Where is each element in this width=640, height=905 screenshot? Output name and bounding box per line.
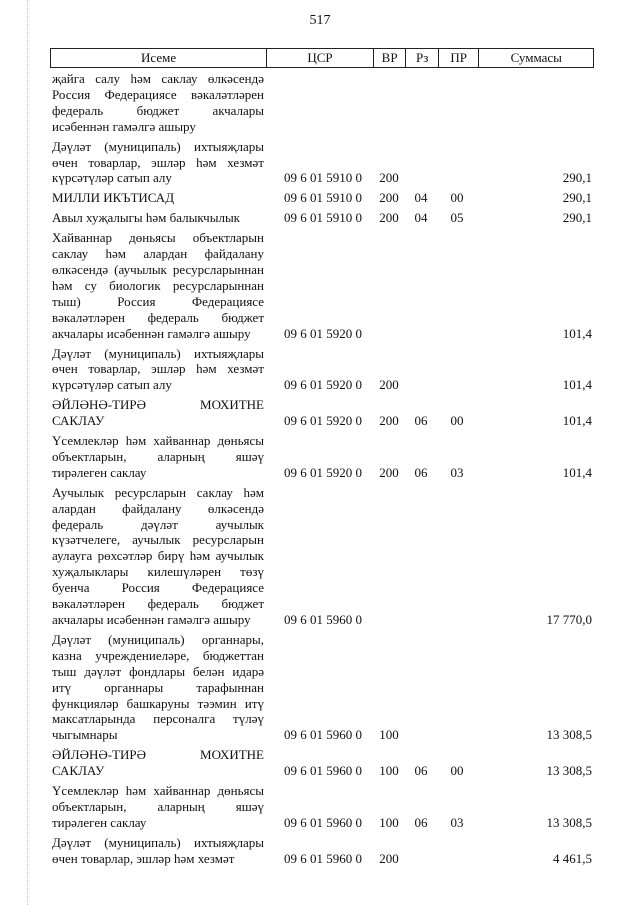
row-pr: 00 (450, 763, 464, 779)
table-row (50, 433, 594, 481)
row-csr: 09 6 01 5920 0 (284, 377, 362, 393)
row-sum: 101,4 (562, 325, 592, 341)
table-body (50, 71, 594, 867)
row-sum: 290,1 (562, 170, 592, 186)
row-csr: 09 6 01 5920 0 (284, 325, 362, 341)
table-row (50, 139, 594, 187)
row-name: ӘЙЛӘНӘ-ТИРӘ МОХИТНЕ САКЛАУ (52, 397, 264, 429)
row-name: Үсемлекләр һәм хайваннар дөньясы объектларын, аларның яшәү тирәлеген саклау (52, 433, 264, 480)
row-sum: 13 308,5 (546, 727, 592, 743)
row-sum: 101,4 (562, 377, 592, 393)
row-rz: 06 (414, 763, 428, 779)
row-csr: 09 6 01 5920 0 (284, 413, 362, 429)
row-rz: 06 (414, 464, 428, 480)
row-vr: 100 (379, 763, 399, 779)
row-sum: 17 770,0 (546, 612, 592, 627)
row-vr: 100 (379, 727, 399, 743)
row-vr: 200 (379, 850, 399, 866)
row-name: җайга салу һәм саклау өлкәсендә Россия Федерациясе вәкаләтләрен федераль бюджет акчалары исәбеннән гамәлгә ашыру (52, 71, 264, 134)
row-sum: 13 308,5 (546, 814, 592, 830)
row-csr: 09 6 01 5960 0 (284, 727, 362, 743)
row-csr: 09 6 01 5960 0 (284, 763, 362, 779)
row-pr: 00 (450, 413, 464, 429)
row-csr: 09 6 01 5910 0 (284, 170, 362, 186)
row-name: Дәүләт (муниципаль) органнары, казна учреждениеләре, бюджеттан тыш дәүләт фондлары белән идарә итү органнары тарафыннан функцияләр башкаруны тәэмин итү максатларында персоналга түләү чыгымнары (52, 631, 264, 743)
row-sum: 290,1 (562, 190, 592, 206)
row-name: Аучылык ресурсларын саклау һәм алардан файдалану өлкәсендә федераль дәүләт аучылык күзәтчелеге, аучылык ресурсларын аулауга рөхсәтләр бирү һәм аучылык хуҗалыклары килешүләрен төзү буенча Россия Федерациясе вәкаләтләрен федераль бюджет акчалары исәбеннән гамәлгә ашыру (52, 484, 264, 627)
binding-margin-line (27, 0, 28, 905)
row-vr: 200 (379, 190, 399, 206)
row-sum: 13 308,5 (546, 763, 592, 779)
row-csr: 09 6 01 5910 0 (284, 190, 362, 206)
row-name: ӘЙЛӘНӘ-ТИРӘ МОХИТНЕ САКЛАУ (52, 747, 264, 779)
header-vr: ВР (373, 49, 406, 67)
row-name: Дәүләт (муниципаль) ихтыяҗлары өчен товарлар, эшләр һәм хезмәт күрсәтүләр сатып алу (52, 138, 264, 186)
row-vr: 200 (379, 377, 399, 393)
table-row (50, 210, 594, 226)
row-csr: 09 6 01 5910 0 (284, 210, 362, 226)
table-row (50, 230, 594, 341)
row-csr: 09 6 01 5960 0 (284, 814, 362, 830)
row-sum: 101,4 (562, 413, 592, 429)
row-vr: 200 (379, 413, 399, 429)
row-name: Хайваннар дөньясы объектларын саклау һәм алардан файдалану өлкәсендә (аучылык ресурсларыннан һәм су биологик ресурсларыннан тыш) Россия Федерациясе вәкаләтләрен федераль бюджет акчалары исәбеннән гамәлгә ашыру (52, 230, 264, 341)
table-row (50, 485, 594, 628)
row-pr: 03 (450, 464, 464, 480)
row-csr: 09 6 01 5960 0 (284, 612, 362, 627)
row-name: Үсемлекләр һәм хайваннар дөньясы объектларын, аларның яшәү тирәлеген саклау (52, 783, 264, 830)
page-number: 517 (309, 13, 331, 28)
table-row (50, 747, 594, 779)
header-rz: Рз (405, 49, 438, 67)
table-row (50, 835, 594, 867)
row-vr: 200 (379, 170, 399, 186)
header-pr: ПР (438, 49, 478, 67)
table-row (50, 190, 594, 206)
budget-table (50, 48, 594, 871)
table-row (50, 346, 594, 394)
table-row (50, 632, 594, 743)
row-rz: 04 (414, 210, 428, 226)
row-vr: 200 (379, 210, 399, 226)
table-row (50, 397, 594, 429)
header-sum: Суммасы (478, 49, 593, 67)
row-sum: 290,1 (562, 210, 592, 226)
row-rz: 06 (414, 814, 428, 830)
row-vr: 200 (379, 464, 399, 480)
row-pr: 05 (450, 210, 464, 226)
header-name: Исеме (141, 50, 177, 65)
row-pr: 03 (450, 814, 464, 830)
row-csr: 09 6 01 5960 0 (284, 850, 362, 866)
table-row (50, 783, 594, 831)
row-sum: 101,4 (562, 464, 592, 480)
row-pr: 00 (450, 190, 464, 206)
table-header (50, 48, 594, 68)
row-name: Дәүләт (муниципаль) ихтыяҗлары өчен товарлар, эшләр һәм хезмәт күрсәтүләр сатып алу (52, 345, 264, 393)
row-name: Дәүләт (муниципаль) ихтыяҗлары өчен товарлар, эшләр һәм хезмәт (52, 834, 264, 866)
row-csr: 09 6 01 5920 0 (284, 464, 362, 480)
row-sum: 4 461,5 (553, 850, 592, 866)
row-rz: 06 (414, 413, 428, 429)
row-vr: 100 (379, 814, 399, 830)
row-name: МИЛЛИ ИКЪТИСАД (52, 190, 175, 206)
header-csr: ЦСР (266, 49, 373, 67)
table-row (50, 71, 594, 135)
row-rz: 04 (414, 190, 428, 206)
row-name: Авыл хуҗалыгы һәм балыкчылык (52, 210, 240, 226)
